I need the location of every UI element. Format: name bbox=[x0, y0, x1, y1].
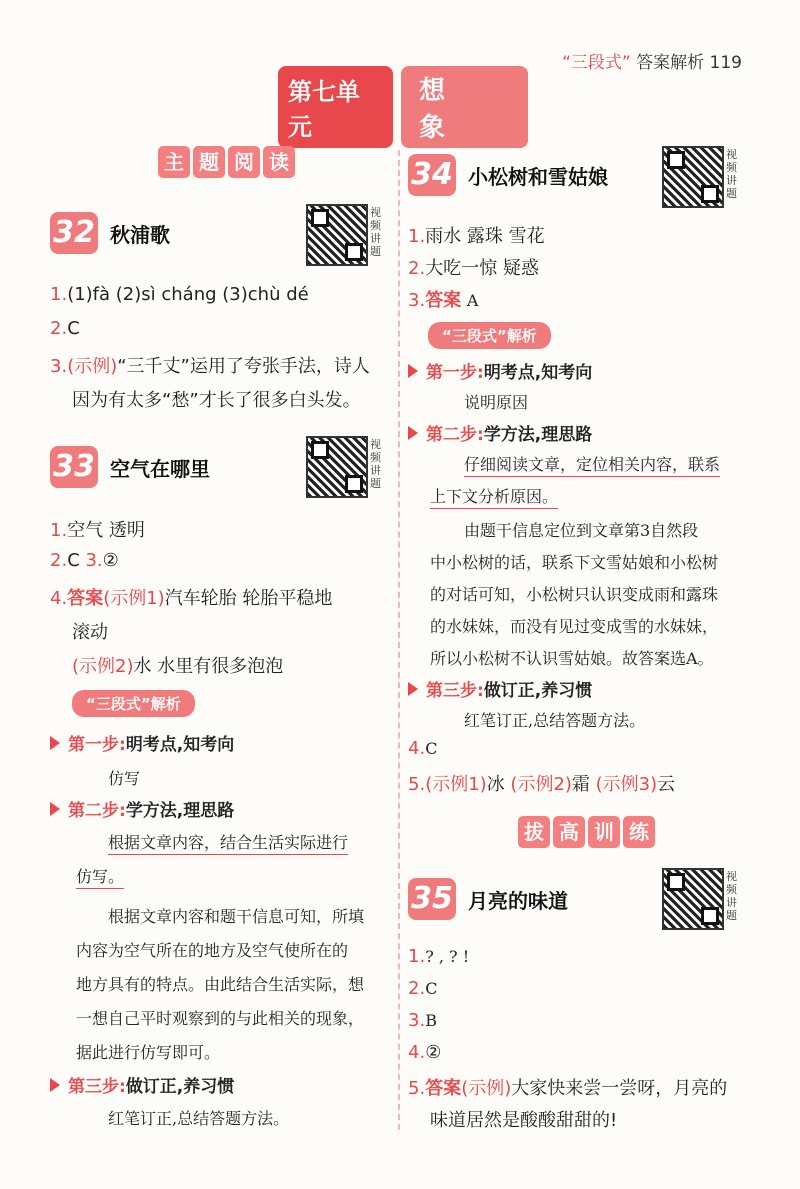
step-title: 学方法,理思路 bbox=[125, 801, 235, 821]
answer-line bbox=[408, 946, 469, 967]
step-detail: 红笔订正,总结答题方法。 bbox=[108, 1109, 290, 1128]
head-char: 题 bbox=[193, 146, 225, 178]
answer-text: C bbox=[425, 979, 438, 998]
method-text bbox=[430, 484, 558, 507]
analysis-text: 地方具有的特点。由此结合生活实际，想 bbox=[76, 975, 365, 994]
answer-line bbox=[50, 318, 80, 339]
step-label: 第一步: bbox=[68, 735, 126, 755]
answer-text: ② bbox=[102, 550, 119, 571]
item-number: 3. bbox=[408, 1010, 426, 1031]
example-tag: (示例3) bbox=[595, 774, 658, 795]
answer-line bbox=[408, 978, 437, 999]
answer-line bbox=[50, 352, 370, 378]
answer-text: A bbox=[466, 291, 479, 310]
answer-line bbox=[72, 386, 361, 412]
answer-line bbox=[408, 1042, 441, 1063]
analysis-text: 内容为空气所在的地方及空气使所在的 bbox=[76, 941, 349, 960]
item-number: 2. bbox=[408, 258, 426, 279]
method-text bbox=[76, 864, 124, 887]
unit-label: 第七单元 bbox=[278, 66, 393, 148]
step-two bbox=[50, 796, 234, 821]
answer-text: ② bbox=[425, 1042, 442, 1063]
qr-code[interactable] bbox=[662, 146, 724, 208]
head-char: 训 bbox=[588, 816, 620, 848]
page-number: 119 bbox=[709, 53, 742, 73]
header-title: 答案解析 bbox=[636, 53, 705, 73]
lesson-number: 34 bbox=[408, 154, 456, 196]
head-char: 练 bbox=[623, 816, 655, 848]
qr-label: 视频讲题 bbox=[370, 438, 381, 490]
step-three bbox=[408, 676, 592, 701]
step-label: 第二步: bbox=[68, 801, 126, 821]
analysis-text: 一想自己平时观察到的与此相关的现象， bbox=[76, 1009, 365, 1028]
answer-text: C bbox=[67, 318, 80, 339]
page-header bbox=[562, 48, 742, 73]
lesson-33-title bbox=[50, 446, 210, 488]
answer-tag: 答案 bbox=[67, 588, 104, 609]
item-number: 2. bbox=[408, 978, 426, 999]
lesson-34-title bbox=[408, 154, 608, 196]
answer-line bbox=[72, 618, 108, 644]
item-number: 1. bbox=[408, 226, 426, 247]
answer-line bbox=[430, 1106, 617, 1132]
item-number: 3. bbox=[408, 290, 426, 311]
lesson-35-title bbox=[408, 878, 568, 920]
item-number: 4. bbox=[408, 738, 426, 759]
step-title: 明考点,知考向 bbox=[125, 735, 235, 755]
answer-text: 冰 bbox=[486, 774, 511, 795]
answer-text: 大家快来尝一尝呀，月亮的 bbox=[511, 1078, 728, 1099]
answer-text: C bbox=[425, 739, 438, 758]
lesson-number: 35 bbox=[408, 878, 456, 920]
column-divider bbox=[398, 150, 400, 1130]
step-one bbox=[50, 730, 234, 755]
step-detail: 说明原因 bbox=[464, 393, 529, 412]
item-number: 1. bbox=[408, 946, 426, 967]
analysis-text: 的对话可知，小松树只认识变成雨和露珠 bbox=[430, 585, 719, 604]
answer-line bbox=[408, 738, 437, 759]
example-tag: (示例) bbox=[67, 356, 118, 377]
method-text-line: 仔细阅读文章，定位相关内容，联系 bbox=[464, 455, 720, 477]
item-number: 3. bbox=[85, 550, 103, 571]
step-title: 做订正,养习惯 bbox=[483, 681, 593, 701]
reading-section-head bbox=[158, 146, 298, 178]
arrow-icon bbox=[408, 682, 418, 696]
answer-line bbox=[50, 584, 332, 610]
analysis-text: 根据文章内容和题干信息可知，所填 bbox=[108, 907, 365, 926]
item-number: 4. bbox=[50, 588, 68, 609]
analysis-text: 由题干信息定位到文章第3自然段 bbox=[464, 521, 699, 540]
qr-code[interactable] bbox=[662, 868, 724, 930]
item-number: 2. bbox=[50, 550, 68, 571]
step-one bbox=[408, 358, 592, 383]
answer-text: (1)fà (2)sì cháng (3)chù dé bbox=[67, 284, 309, 305]
answer-text: 水 水里有很多泡泡 bbox=[133, 656, 284, 677]
lesson-number: 32 bbox=[50, 212, 98, 254]
answer-text: ? , ? ! bbox=[425, 947, 470, 966]
answer-line bbox=[408, 770, 675, 796]
analysis-text: 中小松树的话，联系下文雪姑娘和小松树 bbox=[430, 553, 719, 572]
lesson-name: 空气在哪里 bbox=[110, 456, 210, 481]
analysis-badge: “三段式”解析 bbox=[428, 322, 551, 349]
step-two bbox=[408, 420, 592, 445]
step-three bbox=[50, 1072, 234, 1097]
lesson-number: 33 bbox=[50, 446, 98, 488]
item-number: 4. bbox=[408, 1042, 426, 1063]
answer-line bbox=[408, 254, 539, 280]
example-tag: (示例1) bbox=[103, 588, 165, 609]
step-label: 第三步: bbox=[68, 1077, 126, 1097]
step-detail: 红笔订正,总结答题方法。 bbox=[464, 711, 646, 730]
answer-line bbox=[50, 516, 145, 542]
example-tag: (示例1) bbox=[425, 774, 487, 795]
answer-text: 雨水 露珠 雪花 bbox=[425, 226, 545, 247]
answer-text: “三千丈”运用了夸张手法，诗人 bbox=[117, 356, 370, 377]
item-number: 1. bbox=[50, 520, 68, 541]
lesson-name: 秋浦歌 bbox=[110, 222, 170, 247]
answer-text: C bbox=[67, 550, 86, 571]
header-quote: “三段式” bbox=[562, 53, 631, 73]
step-label: 第二步: bbox=[426, 425, 484, 445]
qr-code[interactable] bbox=[306, 436, 368, 498]
qr-label: 视频讲题 bbox=[726, 148, 737, 200]
answer-line bbox=[72, 652, 283, 678]
unit-theme: 想象 bbox=[401, 66, 528, 148]
answer-text: 霜 bbox=[571, 774, 596, 795]
answer-text: 云 bbox=[657, 774, 676, 795]
answer-text: 空气 透明 bbox=[67, 520, 145, 541]
arrow-icon bbox=[408, 364, 418, 378]
answer-text: 汽车轮胎 轮胎平稳地 bbox=[164, 588, 333, 609]
unit-title bbox=[278, 76, 528, 143]
qr-label: 视频讲题 bbox=[370, 206, 381, 258]
item-number: 2. bbox=[50, 318, 68, 339]
qr-label: 视频讲题 bbox=[726, 870, 737, 922]
example-tag: (示例2) bbox=[72, 656, 134, 677]
answer-text: B bbox=[425, 1011, 437, 1030]
head-char: 主 bbox=[158, 146, 190, 178]
advanced-section-head bbox=[518, 816, 658, 848]
analysis-text: 据此进行仿写即可。 bbox=[76, 1043, 221, 1062]
step-title: 明考点,知考向 bbox=[483, 363, 593, 383]
answer-text: 滚动 bbox=[72, 622, 108, 643]
item-number: 5. bbox=[408, 1078, 426, 1099]
method-text bbox=[108, 830, 348, 853]
method-text-line: 上下文分析原因。 bbox=[430, 487, 558, 509]
lesson-name: 小松树和雪姑娘 bbox=[468, 164, 608, 189]
analysis-text: 的水妹妹，而没有见过变成雪的水妹妹， bbox=[430, 617, 719, 636]
head-char: 阅 bbox=[228, 146, 260, 178]
lesson-name: 月亮的味道 bbox=[468, 888, 568, 913]
example-tag: (示例2) bbox=[510, 774, 572, 795]
item-number: 3. bbox=[50, 356, 68, 377]
arrow-icon bbox=[50, 736, 60, 750]
answer-text: 味道居然是酸酸甜甜的! bbox=[430, 1110, 618, 1131]
answer-line bbox=[50, 284, 309, 305]
method-text-line: 仿写。 bbox=[76, 867, 124, 889]
answer-line bbox=[50, 550, 119, 571]
head-char: 高 bbox=[553, 816, 585, 848]
item-number: 5. bbox=[408, 774, 426, 795]
step-title: 学方法,理思路 bbox=[483, 425, 593, 445]
answer-line bbox=[408, 1010, 437, 1031]
method-text-line: 根据文章内容，结合生活实际进行 bbox=[108, 833, 348, 855]
step-detail: 仿写 bbox=[108, 769, 141, 788]
analysis-text: 所以小松树不认识雪姑娘。故答案选A。 bbox=[430, 649, 714, 668]
step-label: 第一步: bbox=[426, 363, 484, 383]
answer-tag: 答案 bbox=[425, 290, 462, 311]
head-char: 读 bbox=[263, 146, 295, 178]
answer-line bbox=[408, 1074, 727, 1100]
arrow-icon bbox=[50, 1078, 60, 1092]
head-char: 拔 bbox=[518, 816, 550, 848]
method-text bbox=[464, 452, 720, 475]
item-number: 1. bbox=[50, 284, 68, 305]
answer-text: 因为有太多“愁”才长了很多白头发。 bbox=[72, 390, 361, 411]
step-label: 第三步: bbox=[426, 681, 484, 701]
step-title: 做订正,养习惯 bbox=[125, 1077, 235, 1097]
arrow-icon bbox=[408, 426, 418, 440]
example-tag: (示例) bbox=[461, 1078, 512, 1099]
analysis-badge: “三段式”解析 bbox=[72, 690, 195, 717]
qr-code[interactable] bbox=[306, 204, 368, 266]
answer-line bbox=[408, 286, 478, 312]
arrow-icon bbox=[50, 802, 60, 816]
lesson-32-title bbox=[50, 212, 170, 254]
answer-text: 大吃一惊 疑惑 bbox=[425, 258, 539, 279]
answer-line bbox=[408, 222, 545, 248]
answer-tag: 答案 bbox=[425, 1078, 462, 1099]
